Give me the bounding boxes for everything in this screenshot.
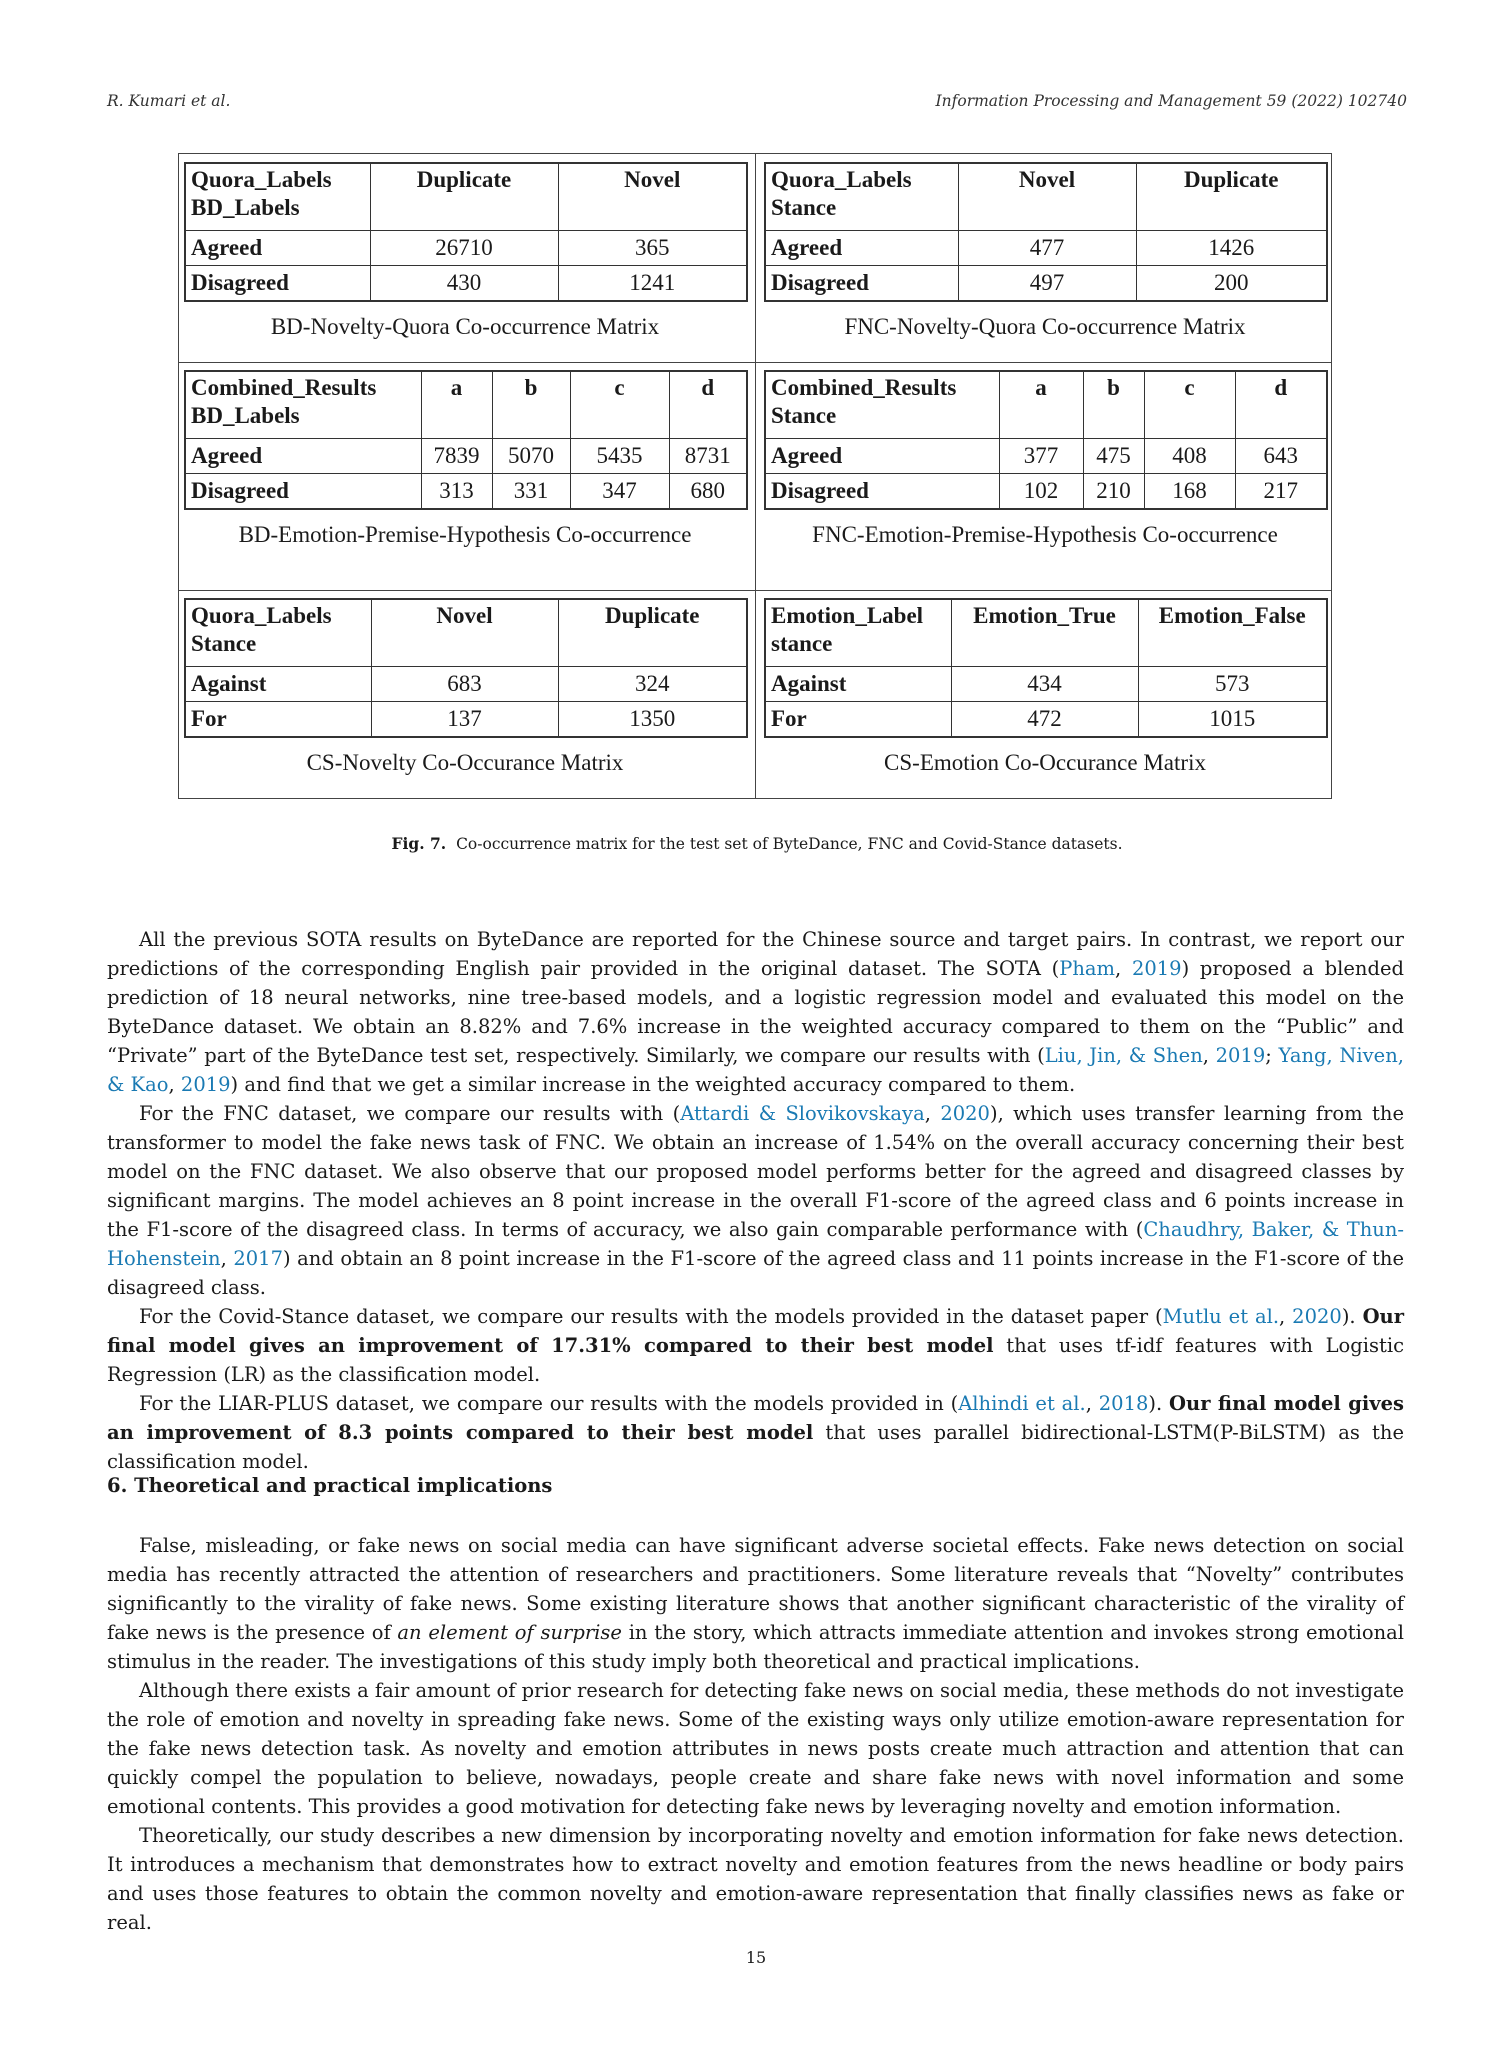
column-header: Duplicate bbox=[370, 163, 558, 231]
citation-link[interactable]: Pham bbox=[1059, 957, 1116, 980]
figure-divider-2 bbox=[179, 590, 1331, 591]
matrix-cell: 497 bbox=[958, 266, 1136, 302]
matrix-cell: 324 bbox=[558, 667, 747, 702]
column-header: b bbox=[492, 371, 570, 439]
bd-emotion-matrix bbox=[184, 370, 748, 510]
matrix-cell: 5070 bbox=[492, 439, 570, 474]
row-header: Disagreed bbox=[185, 474, 421, 510]
paragraph: All the previous SOTA results on ByteDance are reported for the Chinese source and target pairs. In contrast, we report our predictions of the corresponding English pair provided in the original dataset. The SOTA (Pham, 2019) proposed a blended prediction of 18 neural networks, nine tree-based models, and a logistic regression model and evaluated this model on the ByteDance dataset. We obtain an 8.82% and 7.6% increase in the weighted accuracy compared to them on the “Public” and “Private” part of the ByteDance test set, respectively. Similarly, we compare our results with (Liu, Jin, & Shen, 2019; Yang, Niven, & Kao, 2019) and find that we get a similar increase in the weighted accuracy compared to them. bbox=[107, 928, 1404, 1096]
matrix-cell: 200 bbox=[1136, 266, 1327, 302]
column-header: c bbox=[1144, 371, 1235, 439]
column-header: Emotion_False bbox=[1138, 599, 1327, 667]
matrix-cell: 1426 bbox=[1136, 231, 1327, 266]
row-header: Against bbox=[185, 667, 371, 702]
page-number: 15 bbox=[745, 1948, 767, 1967]
matrix-cell: 137 bbox=[371, 702, 558, 738]
row-header: Agreed bbox=[185, 231, 370, 266]
running-head-journal: Information Processing and Management 59 (2022) 102740 bbox=[935, 92, 1407, 110]
row-header: For bbox=[185, 702, 371, 738]
matrix-cell: 7839 bbox=[421, 439, 492, 474]
citation-link[interactable]: Chaudhry, Baker, & Thun-Hohenstein bbox=[107, 1218, 1405, 1270]
figure-7 bbox=[178, 153, 1332, 799]
citation-link[interactable]: 2019 bbox=[1131, 957, 1182, 980]
row-header: Agreed bbox=[765, 231, 958, 266]
figure-vertical-divider bbox=[755, 154, 756, 798]
matrix-cell: 477 bbox=[958, 231, 1136, 266]
matrix-cell: 210 bbox=[1083, 474, 1144, 510]
citation-link[interactable]: 2018 bbox=[1098, 1392, 1149, 1415]
matrix-cell: 377 bbox=[999, 439, 1083, 474]
matrix-corner-header: Quora_Labels Stance bbox=[765, 163, 958, 231]
matrix-corner-header: Combined_Results Stance bbox=[765, 371, 999, 439]
matrix-caption: BD-Emotion-Premise-Hypothesis Co-occurrence bbox=[238, 522, 692, 547]
matrix-cell: 168 bbox=[1144, 474, 1235, 510]
body-text-results bbox=[107, 925, 1404, 1476]
citation-link[interactable]: 2019 bbox=[180, 1073, 231, 1096]
matrix-cell: 313 bbox=[421, 474, 492, 510]
figure-label: Fig. 7. bbox=[391, 834, 447, 853]
column-header: Emotion_True bbox=[951, 599, 1138, 667]
citation-link[interactable]: Yang, Niven, & Kao bbox=[107, 1044, 1404, 1096]
matrix-corner-header: Emotion_Label stance bbox=[765, 599, 951, 667]
running-head-authors: R. Kumari et al. bbox=[107, 92, 231, 110]
paragraph: For the FNC dataset, we compare our results with (Attardi & Slovikovskaya, 2020), which uses transfer learning from the transformer to model the fake news task of FNC. We obtain an increase of 1.54% on the overall accuracy concerning their best model on the FNC dataset. We also observe that our proposed model performs better for the agreed and disagreed classes by significant margins. The model achieves an 8 point increase in the overall F1-score of the agreed class and 6 points increase in the F1-score of the disagreed class. In terms of accuracy, we also gain comparable performance with (Chaudhry, Baker, & Thun-Hohenstein, 2017) and obtain an 8 point increase in the F1-score of the agreed class and 11 points increase in the F1-score of the disagreed class. bbox=[107, 1102, 1405, 1299]
row-header: Disagreed bbox=[765, 474, 999, 510]
row-header: Disagreed bbox=[185, 266, 370, 302]
citation-link[interactable]: 2020 bbox=[940, 1102, 990, 1125]
column-header: Novel bbox=[371, 599, 558, 667]
body-text-implications bbox=[107, 1531, 1404, 1937]
citation-link[interactable]: 2017 bbox=[233, 1247, 283, 1270]
column-header: a bbox=[999, 371, 1083, 439]
row-header: Agreed bbox=[185, 439, 421, 474]
matrix-cell: 347 bbox=[570, 474, 669, 510]
column-header: d bbox=[669, 371, 747, 439]
matrix-cell: 5435 bbox=[570, 439, 669, 474]
citation-link[interactable]: Alhindi et al. bbox=[958, 1392, 1086, 1415]
column-header: Novel bbox=[558, 163, 747, 231]
matrix-cell: 26710 bbox=[370, 231, 558, 266]
matrix-cell: 643 bbox=[1235, 439, 1327, 474]
paragraph: For the Covid-Stance dataset, we compare our results with the models provided in the dataset paper (Mutlu et al., 2020). Our final model gives an improvement of 17.31% compared to their best model that uses tf-idf features with Logistic Regression (LR) as the classification model. bbox=[107, 1305, 1404, 1386]
paragraph: For the LIAR-PLUS dataset, we compare our results with the models provided in (Alhindi et al., 2018). Our final model gives an improvement of 8.3 points compared to their best model that uses parallel bidirectional-LSTM(P-BiLSTM) as the classification model. bbox=[107, 1392, 1404, 1473]
matrix-corner-header: Quora_Labels Stance bbox=[185, 599, 371, 667]
section-heading: 6. Theoretical and practical implications bbox=[107, 1474, 553, 1497]
matrix-corner-header: Combined_Results BD_Labels bbox=[185, 371, 421, 439]
row-header: Agreed bbox=[765, 439, 999, 474]
running-head bbox=[107, 92, 1407, 110]
column-header: b bbox=[1083, 371, 1144, 439]
citation-link[interactable]: Liu, Jin, & Shen bbox=[1044, 1044, 1203, 1067]
row-header: Against bbox=[765, 667, 951, 702]
fnc-novelty-matrix bbox=[764, 162, 1328, 302]
citation-link[interactable]: 2020 bbox=[1292, 1305, 1342, 1328]
matrix-cell: 430 bbox=[370, 266, 558, 302]
column-header: d bbox=[1235, 371, 1327, 439]
matrix-cell: 573 bbox=[1138, 667, 1327, 702]
fnc-emotion-matrix bbox=[764, 370, 1328, 510]
matrix-cell: 1015 bbox=[1138, 702, 1327, 738]
column-header: a bbox=[421, 371, 492, 439]
citation-link[interactable]: 2019 bbox=[1215, 1044, 1266, 1067]
matrix-caption: CS-Novelty Co-Occurance Matrix bbox=[306, 750, 624, 775]
matrix-cell: 102 bbox=[999, 474, 1083, 510]
figure-caption bbox=[107, 834, 1407, 853]
matrix-cell: 1241 bbox=[558, 266, 747, 302]
paragraph: Theoretically, our study describes a new dimension by incorporating novelty and emotion information for fake news detection. It introduces a mechanism that demonstrates how to extract novelty and emotion features from the news headline or body pairs and uses those features to obtain the common novelty and emotion-aware representation that finally classifies news as fake or real. bbox=[107, 1824, 1404, 1934]
matrix-caption: BD-Novelty-Quora Co-occurrence Matrix bbox=[270, 314, 660, 339]
citation-link[interactable]: Mutlu et al. bbox=[1162, 1305, 1280, 1328]
matrix-cell: 331 bbox=[492, 474, 570, 510]
matrix-cell: 365 bbox=[558, 231, 747, 266]
citation-link[interactable]: Attardi & Slovikovskaya bbox=[680, 1102, 925, 1125]
cs-novelty-matrix bbox=[184, 598, 748, 738]
figure-divider-1 bbox=[179, 362, 1331, 363]
figure-caption-text: Co-occurrence matrix for the test set of ByteDance, FNC and Covid-Stance datasets. bbox=[456, 835, 1123, 853]
matrix-corner-header: Quora_Labels BD_Labels bbox=[185, 163, 370, 231]
matrix-cell: 472 bbox=[951, 702, 1138, 738]
matrix-caption: FNC-Emotion-Premise-Hypothesis Co-occurrence bbox=[812, 522, 1278, 547]
column-header: Duplicate bbox=[1136, 163, 1327, 231]
matrix-cell: 475 bbox=[1083, 439, 1144, 474]
row-header: Disagreed bbox=[765, 266, 958, 302]
cs-emotion-matrix bbox=[764, 598, 1328, 738]
matrix-cell: 680 bbox=[669, 474, 747, 510]
column-header: Duplicate bbox=[558, 599, 747, 667]
matrix-cell: 8731 bbox=[669, 439, 747, 474]
matrix-caption: CS-Emotion Co-Occurance Matrix bbox=[884, 750, 1206, 775]
matrix-cell: 408 bbox=[1144, 439, 1235, 474]
paragraph: False, misleading, or fake news on social media can have significant adverse societal effects. Fake news detection on social media has recently attracted the attention of researchers and practitioners. Some literature reveals that “Novelty” contributes significantly to the virality of fake news. Some existing literature shows that another significant characteristic of the virality of fake news is the presence of an element of surprise in the story, which attracts immediate attention and invokes strong emotional stimulus in the reader. The investigations of this study imply both theoretical and practical implications. bbox=[107, 1534, 1404, 1673]
column-header: c bbox=[570, 371, 669, 439]
row-header: For bbox=[765, 702, 951, 738]
matrix-caption: FNC-Novelty-Quora Co-occurrence Matrix bbox=[844, 314, 1246, 339]
matrix-cell: 434 bbox=[951, 667, 1138, 702]
paragraph: Although there exists a fair amount of prior research for detecting fake news on social media, these methods do not investigate the role of emotion and novelty in spreading fake news. Some of the existing ways only utilize emotion-aware representation for the fake news detection task. As novelty and emotion attributes in news posts create much attraction and attention that can quickly compel the population to believe, nowadays, people create and share fake news with novel information and some emotional contents. This provides a good motivation for detecting fake news by leveraging novelty and emotion information. bbox=[107, 1679, 1404, 1818]
matrix-cell: 683 bbox=[371, 667, 558, 702]
column-header: Novel bbox=[958, 163, 1136, 231]
bd-novelty-matrix bbox=[184, 162, 748, 302]
matrix-cell: 1350 bbox=[558, 702, 747, 738]
matrix-cell: 217 bbox=[1235, 474, 1327, 510]
